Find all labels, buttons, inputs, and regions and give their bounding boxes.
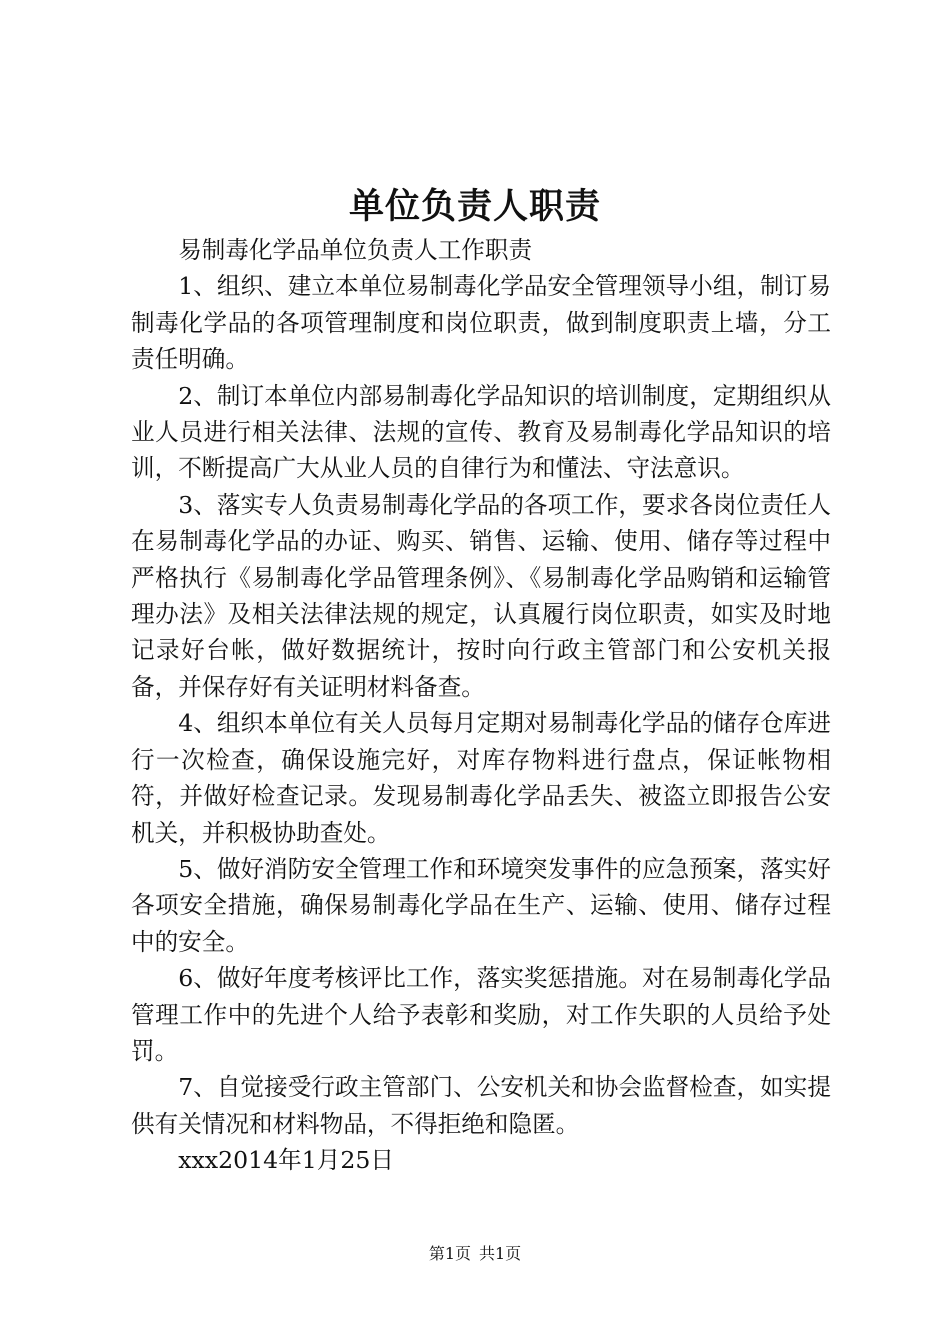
paragraph-6: 6、做好年度考核评比工作，落实奖惩措施。对在易制毒化学品管理工作中的先进个人给予表彰和奖励，对工作失职的人员给予处罚。 (131, 964, 831, 1065)
paragraph-3: 3、落实专人负责易制毒化学品的各项工作，要求各岗位责任人在易制毒化学品的办证、购买、销售、运输、使用、储存等过程中严格执行《易制毒化学品管理条例》、《易制毒化学品购销和运输管理办法》及相关法律法规的规定，认真履行岗位职责，如实及时地记录好台帐，做好数据统计，按时向行政主管部门和公安机关报备，并保存好有关证明材料备查。 (131, 490, 831, 701)
page-number: 第1页 (428, 1244, 471, 1263)
document-subtitle: 易制毒化学品单位负责人工作职责 (178, 236, 533, 264)
document-title: 单位负责人职责 (348, 186, 601, 227)
page-footer (0, 1243, 950, 1265)
signature-date: xxx2014年1月25日 (178, 1146, 394, 1175)
paragraph-7: 7、自觉接受行政主管部门、公安机关和协会监督检查，如实提供有关情况和材料物品，不得拒绝和隐匿。 (131, 1073, 831, 1138)
paragraph-5: 5、做好消防安全管理工作和环境突发事件的应急预案，落实好各项安全措施，确保易制毒化学品在生产、运输、使用、储存过程中的安全。 (131, 854, 831, 956)
paragraph-1: 1、组织、建立本单位易制毒化学品安全管理领导小组，制订易制毒化学品的各项管理制度和岗位职责，做到制度职责上墙，分工责任明确。 (131, 272, 831, 374)
paragraph-2: 2、制订本单位内部易制毒化学品知识的培训制度，定期组织从业人员进行相关法律、法规的宣传、教育及易制毒化学品知识的培训，不断提高广大从业人员的自律行为和懂法、守法意识。 (131, 381, 831, 483)
paragraph-4: 4、组织本单位有关人员每月定期对易制毒化学品的储存仓库进行一次检查，确保设施完好，对库存物料进行盘点，保证帐物相符，并做好检查记录。发现易制毒化学品丢失、被盗立即报告公安机关，并积极协助查处。 (131, 709, 831, 847)
page-total: 共1页 (479, 1244, 522, 1263)
document-body (131, 232, 831, 1179)
